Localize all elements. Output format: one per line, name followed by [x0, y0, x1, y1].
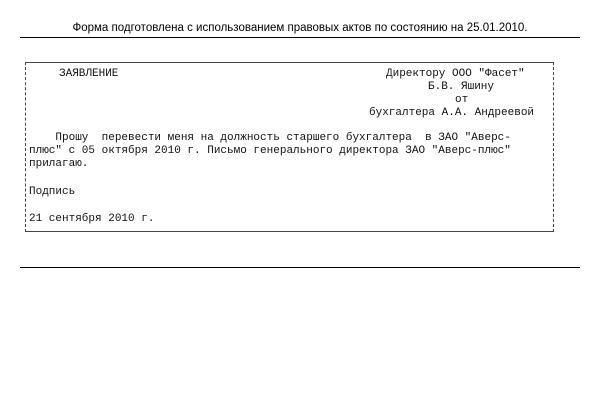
body-line-1: Прошу перевести меня на должность старшего бухгалтера в ЗАО "Аверс-	[29, 132, 511, 144]
addressee-line-3: от	[455, 94, 469, 106]
signature-label: Подпись	[29, 186, 76, 198]
addressee-line-1: Директору ООО "Фасет"	[386, 68, 525, 80]
body-line-3: прилагаю.	[29, 158, 89, 170]
form-source-note: Форма подготовлена с использованием правовых актов по состоянию на 25.01.2010.	[72, 22, 528, 34]
top-divider	[20, 37, 580, 38]
addressee-line-2: Б.В. Яшину	[428, 81, 495, 93]
document-title: ЗАЯВЛЕНИЕ	[59, 68, 119, 80]
bottom-divider	[20, 267, 580, 268]
body-line-2: плюс" с 05 октября 2010 г. Письмо генерального директора ЗАО "Аверс-плюс"	[29, 145, 511, 157]
addressee-line-4: бухгалтера А.А. Андреевой	[369, 107, 535, 119]
document-date: 21 сентября 2010 г.	[29, 213, 155, 225]
application-document	[25, 62, 554, 232]
